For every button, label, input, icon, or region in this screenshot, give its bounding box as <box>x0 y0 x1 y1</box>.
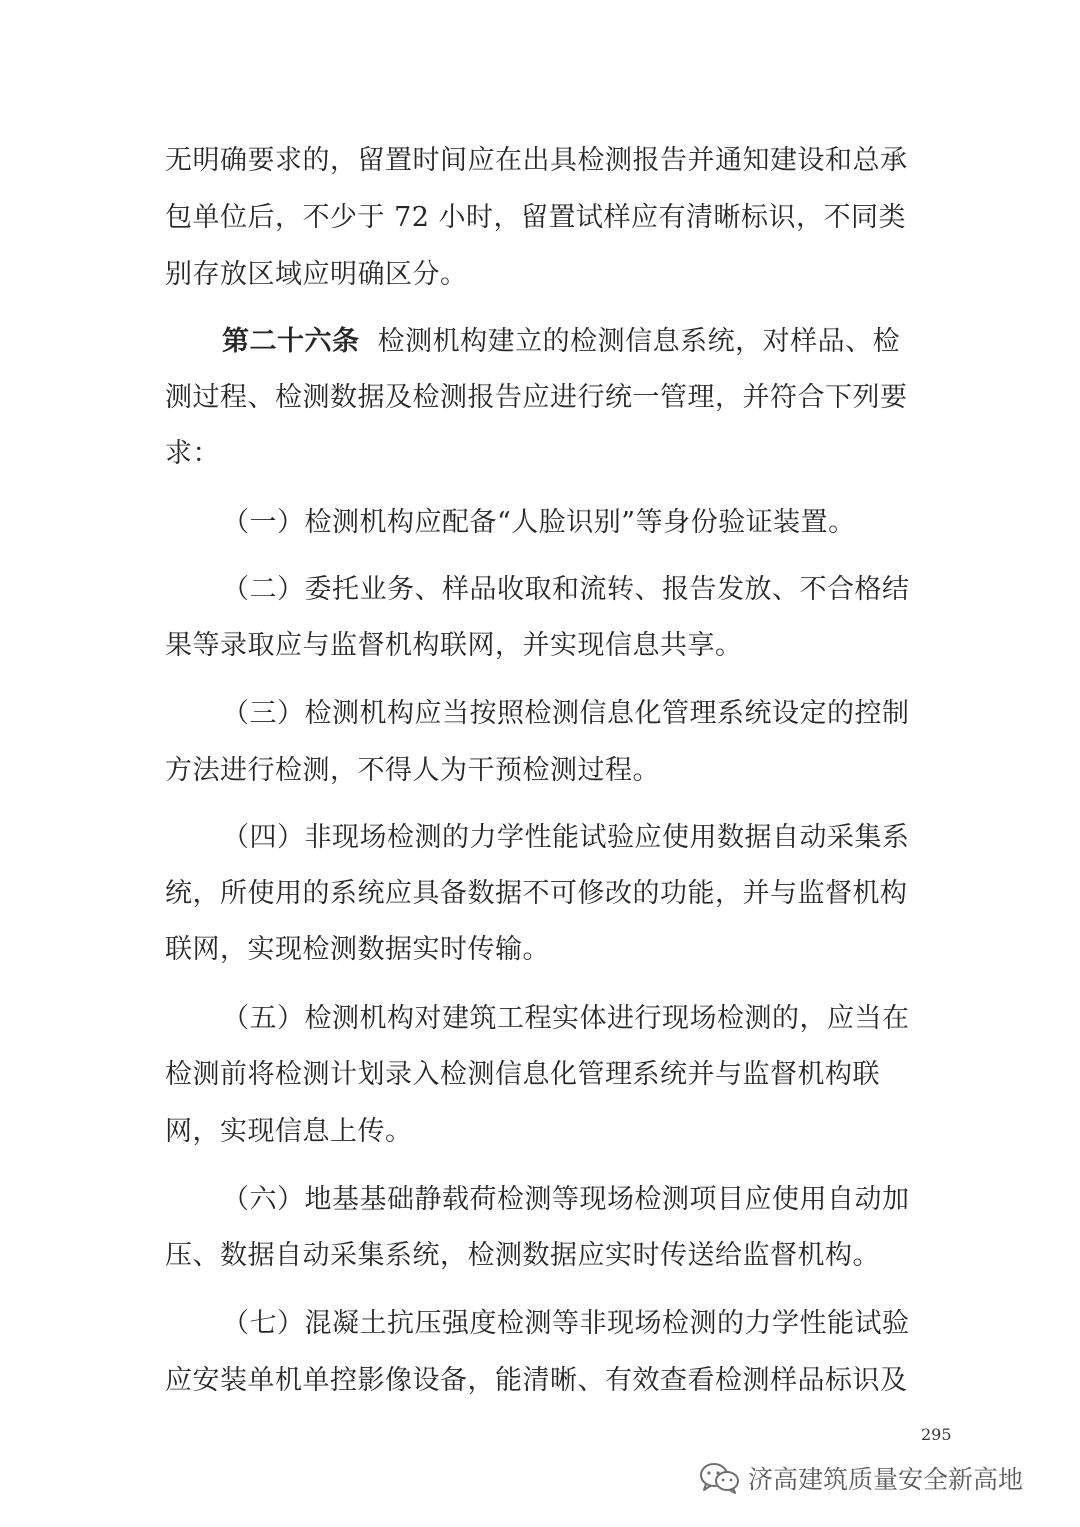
text-line: 压、数据自动采集系统，检测数据应实时传送给监督机构。 <box>165 1240 880 1271</box>
watermark-text: 济高建筑质量安全新高地 <box>748 1465 1024 1494</box>
text-line: 求： <box>165 438 220 469</box>
text-line: 统，所使用的系统应具备数据不可修改的功能，并与监督机构 <box>165 878 908 909</box>
page-number: 295 <box>921 1425 952 1444</box>
list-item-2: （二）委托业务、样品收取和流转、报告发放、不合格结 <box>222 574 910 605</box>
list-item-4: （四）非现场检测的力学性能试验应使用数据自动采集系 <box>222 822 910 853</box>
text-line: 无明确要求的，留置时间应在出具检测报告并通知建设和总承 <box>165 145 908 176</box>
wechat-icon <box>698 1460 742 1496</box>
list-item-7: （七）混凝土抗压强度检测等非现场检测的力学性能试验 <box>222 1308 910 1339</box>
text-line: 方法进行检测，不得人为干预检测过程。 <box>165 755 660 786</box>
text-line: 果等录取应与监督机构联网，并实现信息共享。 <box>165 630 743 661</box>
list-item-3: （三）检测机构应当按照检测信息化管理系统设定的控制 <box>222 698 910 729</box>
text-line: 包单位后，不少于 72 小时，留置试样应有清晰标识，不同类 <box>165 202 907 233</box>
text-line: 检测前将检测计划录入检测信息化管理系统并与监督机构联 <box>165 1059 880 1090</box>
list-item-1: （一）检测机构应配备“人脸识别”等身份验证装置。 <box>222 507 856 538</box>
text-line: 别存放区域应明确区分。 <box>165 259 468 290</box>
text-line: 测过程、检测数据及检测报告应进行统一管理，并符合下列要 <box>165 382 908 413</box>
text-line: 应安装单机单控影像设备，能清晰、有效查看检测样品标识及 <box>165 1365 908 1396</box>
article-heading: 第二十六条 <box>222 326 360 357</box>
list-item-5: （五）检测机构对建筑工程实体进行现场检测的，应当在 <box>222 1003 910 1034</box>
list-item-6: （六）地基基础静载荷检测等现场检测项目应使用自动加 <box>222 1184 910 1215</box>
article-paragraph-first-line <box>222 322 982 362</box>
watermark <box>698 1458 1023 1498</box>
text-line: 联网，实现检测数据实时传输。 <box>165 934 550 965</box>
text-span: 检测机构建立的检测信息系统，对样品、检 <box>377 326 901 357</box>
text-line: 网，实现信息上传。 <box>165 1116 413 1147</box>
